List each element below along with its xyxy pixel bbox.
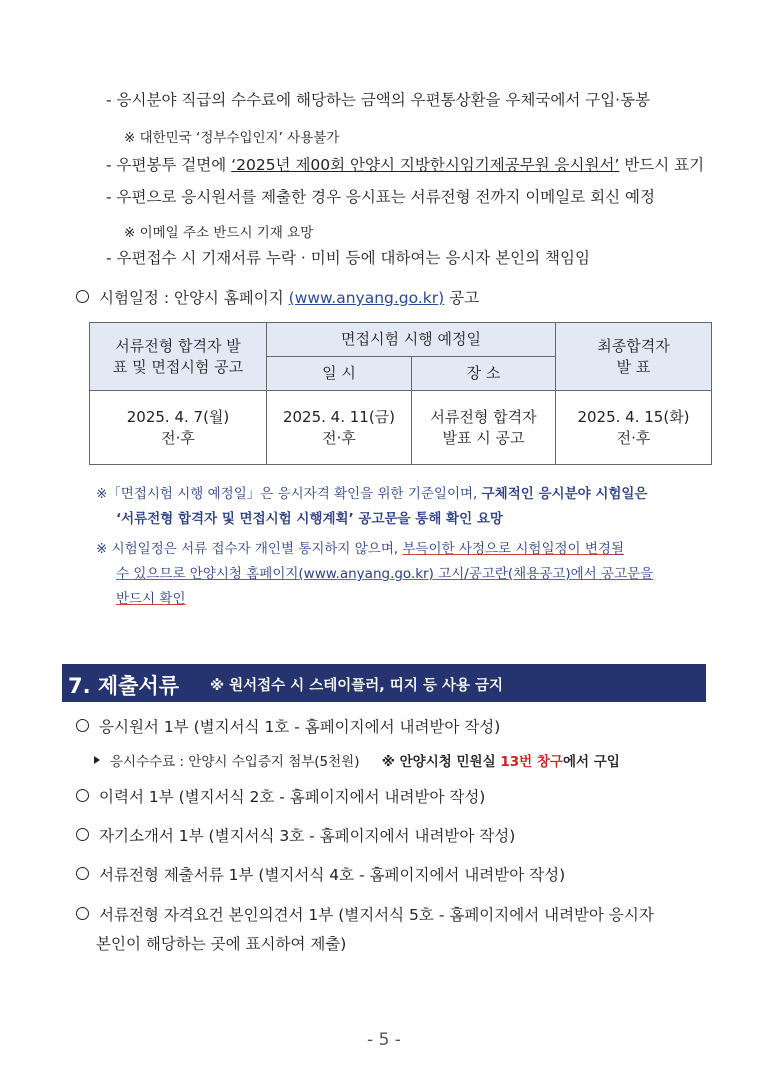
cell-interview-date: 2025. 4. 11(금) 전·후 xyxy=(267,391,412,465)
doc-eligibility: 서류전형 자격요건 본인의견서 1부 (별지서식 5호 - 홈페이지에서 내려받아 응시자 xyxy=(76,905,654,925)
triangle-bullet-icon xyxy=(94,756,100,764)
note-schedule-change-cont: 수 있으므로 안양시청 홈페이지(www.anyang.go.kr) 고시/공고란(채용공고)에서 공고문을 xyxy=(116,566,654,582)
section-title: 7. 제출서류 xyxy=(68,674,180,698)
header-datetime: 일 시 xyxy=(267,357,412,391)
doc-resume: 이력서 1부 (별지서식 2호 - 홈페이지에서 내려받아 작성) xyxy=(76,787,485,807)
stamp-note: ※ 대한민국 ‘정부수입인지’ 사용불가 xyxy=(124,130,340,146)
header-place: 장 소 xyxy=(412,357,556,391)
homepage-link[interactable]: (www.anyang.go.kr) xyxy=(288,289,445,307)
circle-bullet-icon xyxy=(76,719,89,732)
circle-bullet-icon xyxy=(76,867,89,880)
note-interview-date-cont: ‘서류전형 합격자 및 면접시험 시행계획’ 공고문을 통해 확인 요망 xyxy=(116,511,503,527)
envelope-item: - 우편봉투 겉면에 ‘2025년 제00회 안양시 지방한시임기제공무원 응시원서’ 반드시 표기 xyxy=(106,156,705,174)
cell-announcement-date: 2025. 4. 7(월) 전·후 xyxy=(90,391,267,465)
doc-screening: 서류전형 제출서류 1부 (별지서식 4호 - 홈페이지에서 내려받아 작성) xyxy=(76,865,565,885)
postal-order-item: - 응시분야 직급의 수수료에 해당하는 금액의 우편통상환을 우체국에서 구입·동봉 xyxy=(106,91,651,109)
section-note: ※ 원서접수 시 스테이플러, 띠지 등 사용 금지 xyxy=(210,678,504,694)
note-schedule-change-end: 반드시 확인 xyxy=(116,591,186,607)
schedule-table xyxy=(89,322,712,465)
note-schedule-change: ※ 시험일정은 서류 접수자 개인별 통지하지 않으며, 부득이한 사정으로 시험일정이 변경될 xyxy=(96,541,624,557)
header-final: 최종합격자 발 표 xyxy=(556,323,712,391)
doc-application: 응시원서 1부 (별지서식 1호 - 홈페이지에서 내려받아 작성) xyxy=(76,717,500,737)
circle-bullet-icon xyxy=(76,828,89,841)
email-reply-item: - 우편으로 응시원서를 제출한 경우 응시표는 서류전형 전까지 이메일로 회신 예정 xyxy=(106,188,655,206)
header-announcement: 서류전형 합격자 발표 및 면접시험 공고 xyxy=(90,323,267,391)
header-interview-date: 면접시험 시행 예정일 xyxy=(267,323,556,357)
cell-interview-place: 서류전형 합격자 발표 시 공고 xyxy=(412,391,556,465)
responsibility-item: - 우편접수 시 기재서류 누락 · 미비 등에 대하여는 응시자 본인의 책임임 xyxy=(106,249,590,267)
note-interview-date: ※「면접시험 시행 예정일」은 응시자격 확인을 위한 기준일이며, 구체적인 응시분야 시험일은 xyxy=(96,486,648,502)
circle-bullet-icon xyxy=(76,907,89,920)
envelope-title: ‘2025년 제00회 안양시 지방한시임기제공무원 응시원서’ xyxy=(231,156,620,174)
doc-eligibility-cont: 본인이 해당하는 곳에 표시하여 제출) xyxy=(96,935,347,953)
circle-bullet-icon xyxy=(76,290,89,303)
page-number: - 5 - xyxy=(367,1030,401,1050)
section-header-bar xyxy=(62,664,706,702)
email-note: ※ 이메일 주소 반드시 기재 요망 xyxy=(124,225,314,241)
cell-final-date: 2025. 4. 15(화) 전·후 xyxy=(556,391,712,465)
schedule-line: 시험일정 : 안양시 홈페이지 (www.anyang.go.kr) 공고 xyxy=(76,288,479,308)
circle-bullet-icon xyxy=(76,789,89,802)
doc-self-intro: 자기소개서 1부 (별지서식 3호 - 홈페이지에서 내려받아 작성) xyxy=(76,826,515,846)
doc-fee: 응시수수료 : 안양시 수입증지 첨부(5천원) ※ 안양시청 민원실 13번 창구에서 구입 xyxy=(94,750,620,770)
